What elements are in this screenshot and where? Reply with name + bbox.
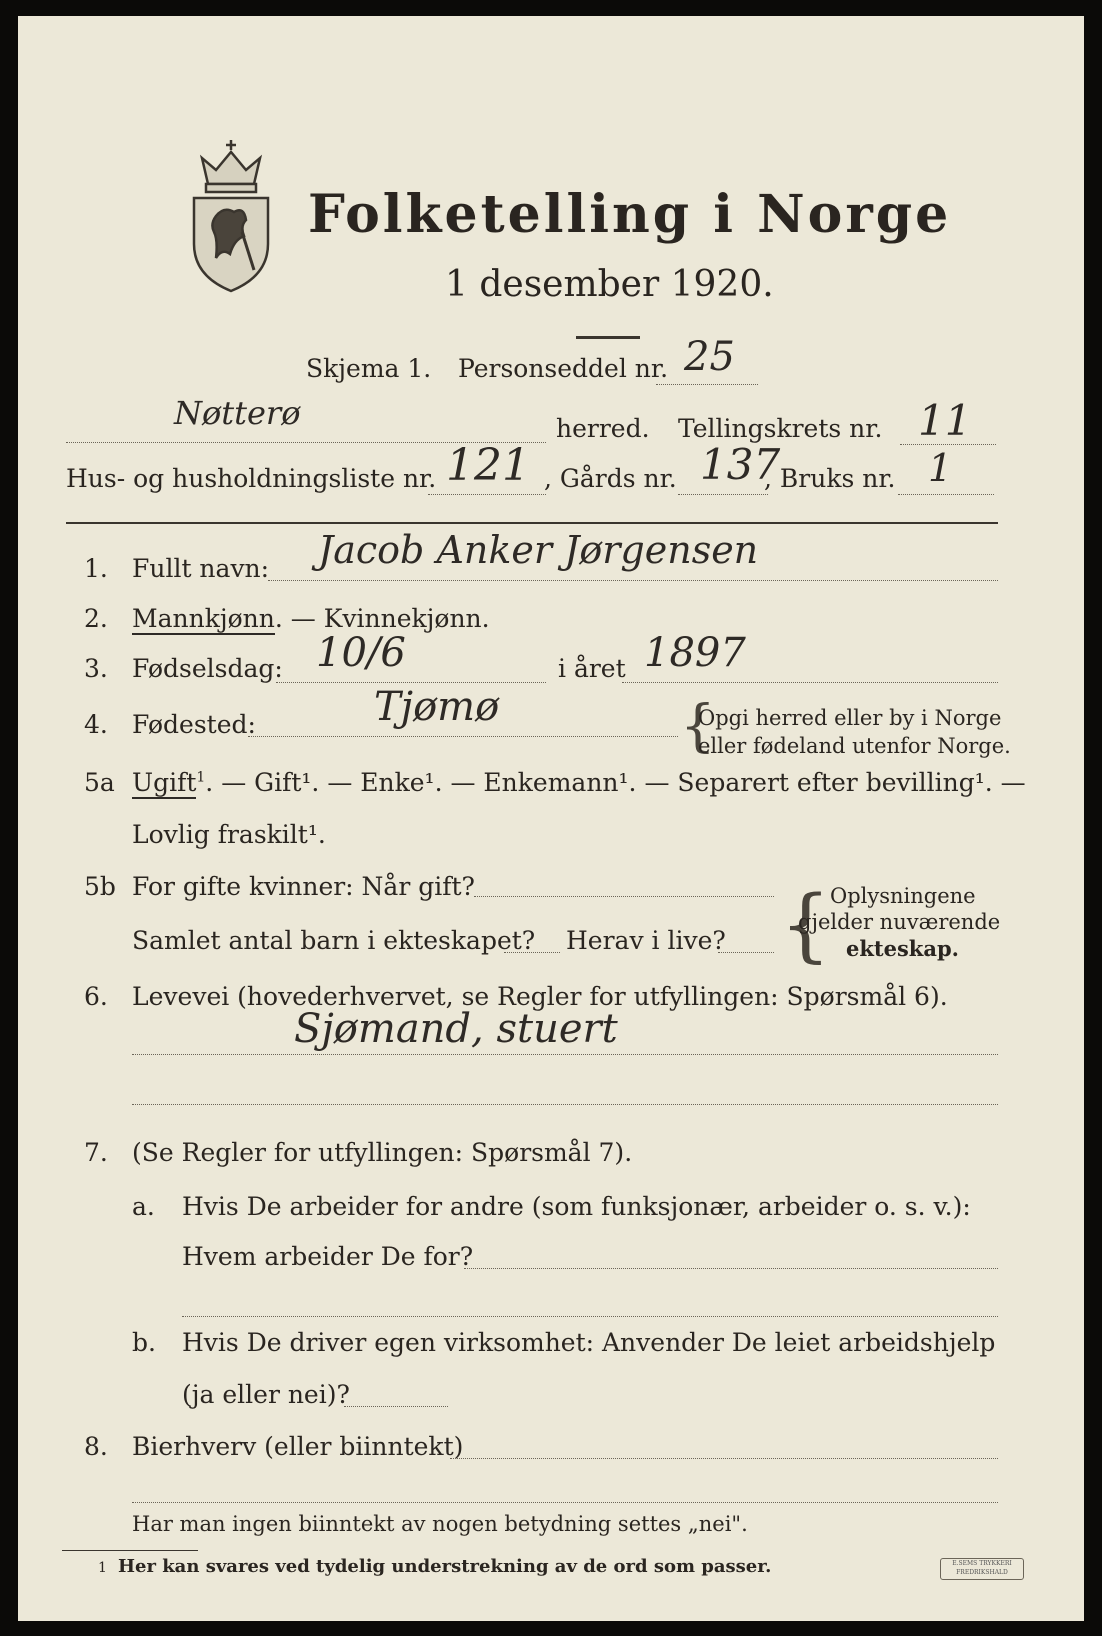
- gender-separator: . —: [274, 604, 324, 633]
- q3-year-label: i året: [558, 654, 626, 683]
- q2-number: 2.: [84, 604, 108, 633]
- full-name-field[interactable]: [268, 580, 998, 581]
- q5b-number: 5b: [84, 872, 116, 901]
- marital-status-line: [132, 768, 1026, 797]
- q7b-yes-no-label: (ja eller nei)?: [182, 1380, 350, 1409]
- bruks-value: 1: [928, 446, 953, 490]
- ugift-footnote-mark: 1: [196, 769, 206, 786]
- side-income-field[interactable]: [450, 1458, 998, 1459]
- tellingskrets-label: Tellingskrets nr.: [678, 414, 883, 443]
- q6-label: Levevei (hovederhvervet, se Regler for utfyllingen: Spørsmål 6).: [132, 982, 948, 1011]
- children-alive-field[interactable]: [718, 952, 774, 953]
- occupation-field-line2[interactable]: [132, 1104, 998, 1105]
- q8-note: Har man ingen biinntekt av nogen betydning settes „nei".: [132, 1512, 748, 1536]
- q4-brace: {: [680, 694, 716, 759]
- q5b-note-line1: Oplysningene: [830, 884, 976, 908]
- birthday-field[interactable]: [276, 682, 546, 683]
- female-option[interactable]: Kvinnekjønn: [323, 604, 482, 633]
- bruks-field[interactable]: [898, 494, 994, 495]
- marital-other-options[interactable]: . — Gift¹. — Enke¹. — Enkemann¹. — Separert efter bevilling¹. —: [205, 768, 1026, 797]
- occupation-field[interactable]: [132, 1054, 998, 1055]
- form-title: Folketelling i Norge: [308, 184, 952, 245]
- personseddel-value: 25: [684, 334, 735, 380]
- q4-label: Fødested:: [132, 710, 256, 739]
- q7-label: (Se Regler for utfyllingen: Spørsmål 7).: [132, 1138, 633, 1167]
- q5b-note-line2: gjelder nuværende: [798, 910, 1001, 934]
- gards-field[interactable]: [678, 494, 768, 495]
- q1-label: Fullt navn:: [132, 554, 270, 583]
- gender-end: .: [481, 604, 490, 633]
- footnote-rule: [62, 1550, 198, 1551]
- gards-label: , Gårds nr.: [544, 464, 677, 493]
- q4-note-line1: Opgi herred eller by i Norge: [698, 706, 1002, 730]
- q7a-employer-label: Hvem arbeider De for?: [182, 1242, 474, 1271]
- birthday-value: 10/6: [316, 630, 406, 676]
- q1-number: 1.: [84, 554, 108, 583]
- side-income-field-line2[interactable]: [132, 1502, 998, 1503]
- birth-year-value: 1897: [644, 630, 746, 676]
- full-name-value: Jacob Anker Jørgensen: [318, 528, 759, 572]
- employer-field[interactable]: [464, 1268, 998, 1269]
- q7b-number: b.: [132, 1328, 156, 1357]
- footnote-mark: 1: [98, 1560, 107, 1576]
- q5b-alive-label: Herav i live?: [566, 926, 726, 955]
- census-form-sheet: [18, 16, 1084, 1621]
- bruks-label: , Bruks nr.: [764, 464, 896, 493]
- q5a-number: 5a: [84, 768, 115, 797]
- hired-help-field[interactable]: [344, 1406, 448, 1407]
- footnote-text: Her kan svares ved tydelig understrekning av de ord som passer.: [118, 1556, 772, 1577]
- herred-value: Nøtterø: [174, 394, 301, 432]
- children-count-field[interactable]: [504, 952, 560, 953]
- husliste-field[interactable]: [428, 494, 546, 495]
- personseddel-field[interactable]: [656, 384, 758, 385]
- printer-mark: E.SEMS TRYKKERI FREDRIKSHALD: [940, 1558, 1024, 1580]
- q5b-married-label: For gifte kvinner: Når gift?: [132, 872, 475, 901]
- birthplace-field[interactable]: [248, 736, 678, 737]
- q7-number: 7.: [84, 1138, 108, 1167]
- q4-number: 4.: [84, 710, 108, 739]
- q5b-brace: {: [780, 878, 831, 971]
- q3-number: 3.: [84, 654, 108, 683]
- occupation-value: Sjømand, stuert: [294, 1006, 618, 1052]
- q7b-label: Hvis De driver egen virksomhet: Anvender De leiet arbeidshjelp: [182, 1328, 996, 1357]
- q3-label: Fødselsdag:: [132, 654, 283, 683]
- herred-label: herred.: [556, 414, 650, 443]
- q6-number: 6.: [84, 982, 108, 1011]
- q7a-number: a.: [132, 1192, 155, 1221]
- norway-coat-of-arms-icon: [186, 136, 276, 294]
- header-rule: [66, 522, 998, 524]
- employer-field-line2[interactable]: [182, 1316, 998, 1317]
- lovlig-fraskilt-option[interactable]: Lovlig fraskilt¹.: [132, 820, 326, 849]
- married-date-field[interactable]: [474, 896, 774, 897]
- personseddel-label: Personseddel nr.: [458, 354, 669, 383]
- q8-label: Bierhverv (eller biinntekt): [132, 1432, 464, 1461]
- husliste-label: Hus- og husholdningsliste nr.: [66, 464, 437, 493]
- birthplace-value: Tjømø: [374, 684, 500, 730]
- gards-value: 137: [700, 440, 781, 489]
- birth-year-field[interactable]: [622, 682, 998, 683]
- q5b-children-label: Samlet antal barn i ekteskapet?: [132, 926, 536, 955]
- q4-note-line2: eller fødeland utenfor Norge.: [698, 734, 1011, 758]
- q7a-label: Hvis De arbeider for andre (som funksjonær, arbeider o. s. v.):: [182, 1192, 971, 1221]
- husliste-value: 121: [446, 440, 530, 491]
- q5b-note-line3: ekteskap.: [846, 936, 959, 961]
- schema-label: Skjema 1.: [306, 354, 432, 383]
- title-divider: [576, 336, 640, 339]
- gender-line: [132, 604, 490, 633]
- q8-number: 8.: [84, 1432, 108, 1461]
- census-date: 1 desember 1920.: [445, 264, 774, 305]
- tellingskrets-value: 11: [918, 396, 972, 445]
- ugift-option[interactable]: Ugift: [132, 768, 197, 797]
- male-option[interactable]: Mannkjønn: [132, 604, 275, 633]
